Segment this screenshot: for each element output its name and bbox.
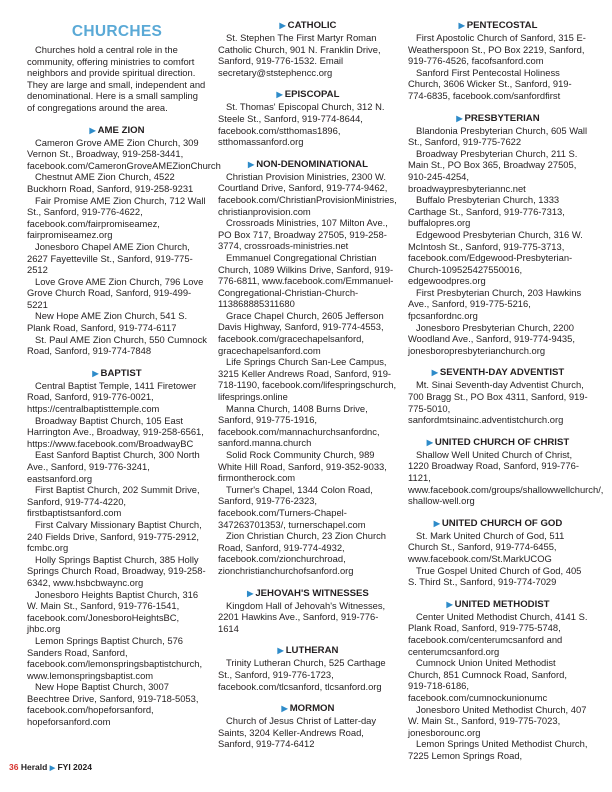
- section-heading-text: UNITED CHURCH OF GOD: [441, 517, 563, 529]
- section-heading: [408, 437, 588, 449]
- section-heading-text: UNITED CHURCH OF CHRIST: [434, 436, 570, 448]
- church-entry: First Presbyterian Church, 203 Hawkins Ave., Sanford, 919-775-5216, fpcsanfordnc.org: [408, 286, 582, 322]
- church-entry: Jonesboro Chapel AME Zion Church, 2627 Fayetteville St., Sanford, 919-775-2512: [27, 240, 193, 276]
- church-entry: Love Grove AME Zion Church, 796 Love Grove Church Road, Sanford, 919-499-5221: [27, 275, 204, 310]
- church-entry: Life Springs Church San-Lee Campus, 3215 Keller Andrews Road, Sanford, 919-718-1190, facebook.com/lifespringschurch, lifesprings.online: [218, 356, 397, 403]
- church-entry: True Gospel United Church of God, 405 S. Third St., Sanford, 919-774-7029: [408, 564, 582, 588]
- section-heading: [27, 368, 207, 380]
- church-entry: Buffalo Presbyterian Church, 1333 Carthage St., Sanford, 919-776-7313, buffalopres.org: [408, 194, 565, 229]
- church-entry: Lemon Springs United Methodist Church, 7225 Lemon Springs Road,: [408, 738, 588, 761]
- triangle-icon: ▶: [433, 518, 440, 528]
- section-heading: [408, 518, 588, 530]
- church-entry: Grace Chapel Church, 2605 Jefferson Davis Highway, Sanford, 919-774-4553, facebook.com/gracechapelsanford, gracechapelsanford.com: [218, 309, 384, 356]
- church-entry: Jonesboro Presbyterian Church, 2200 Woodland Ave., Sanford, 919-774-9435, jonesboropresbyterianchurch.org: [408, 321, 575, 356]
- church-entry: Church of Jesus Christ of Latter-day Saints, 3204 Keller-Andrews Road, Sanford, 919-774-6412: [218, 715, 377, 750]
- church-entry: Jonesboro Heights Baptist Church, 316 W. Main St., Sanford, 919-776-1541, facebook.com/JonesboroHeightsBC, jhbc.org: [27, 588, 199, 635]
- triangle-icon: ▶: [458, 21, 465, 30]
- church-entry: Crossroads Ministries, 107 Milton Ave., PO Box 717, Broadway 27505, 919-258-3774, crossroads-ministries.net: [218, 217, 388, 252]
- church-entry: Kingdom Hall of Jehovah's Witnesses, 2201 Hawkins Ave., Sanford, 919-776-1614: [218, 599, 386, 634]
- church-entry: Cumnock Union United Methodist Church, 851 Cumnock Road, Sanford, 919-718-6186, facebook.com/cumnockunionumc: [408, 657, 567, 703]
- section-heading: [218, 588, 398, 600]
- church-entry: Lemon Springs Baptist Church, 576 Sanders Road, Sanford, facebook.com/lemonspringsbaptistchurch, www.lemonspringsbaptist.com: [27, 634, 203, 681]
- page-number: 36: [9, 762, 19, 772]
- column-3-sections: [408, 20, 604, 761]
- church-entry: St. Stephen The First Martyr Roman Catholic Church, 901 N. Franklin Drive, Sanford, 919-776-1532. Email secretary@ststephencc.org: [218, 32, 381, 78]
- triangle-icon: ▶: [281, 704, 288, 714]
- church-entry: Holly Springs Baptist Church, 385 Holly Springs Church Road, Broadway, 919-258-6342, www.hsbcbwaync.org: [27, 553, 206, 588]
- section-heading: [408, 20, 588, 32]
- church-entry: New Hope Baptist Church, 3007 Beechtree Drive, Sanford, 919-718-5053, facebook.com/hopeforsanford, hopeforsanford.com: [27, 681, 199, 728]
- publication-name: Herald: [20, 762, 48, 772]
- church-entry: Christian Provision Ministries, 2300 W. Courtland Drive, Sanford, 919-774-9462, facebook.com/ChristianProvisionMinistries, christianprovision.com: [218, 170, 397, 217]
- triangle-icon: ▶: [446, 599, 453, 609]
- church-entry: Edgewood Presbyterian Church, 316 W. McIntosh St., Sanford, 919-775-3713, facebook.com/Edgewood-Presbyterian-Church-109525427550016, edgewoodpres.org: [408, 228, 583, 287]
- section-heading-text: PENTECOSTAL: [466, 20, 538, 31]
- section-heading: [218, 703, 398, 715]
- church-entry: Sanford First Pentecostal Holiness Church, 3606 Wicker St., Sanford, 919-774-6835, facebook.com/sanfordfirst: [408, 66, 572, 101]
- church-entry: Jonesboro United Methodist Church, 407 W. Main St., Sanford, 919-775-7023, jonesborounc.org: [408, 703, 587, 738]
- column-1: [27, 20, 221, 728]
- church-entry: Mt. Sinai Seventh-day Adventist Church, 700 Bragg St., PO Box 4311, Sanford, 919-775-5010, sanfordmtsinainc.adventistchurch.org: [408, 379, 588, 426]
- section-heading-text: AME ZION: [97, 124, 145, 136]
- column-3: [408, 20, 604, 761]
- column-2-sections: [218, 20, 398, 750]
- section-heading-text: PRESBYTERIAN: [464, 112, 540, 124]
- section-heading-text: SEVENTH-DAY ADVENTIST: [439, 367, 565, 379]
- triangle-icon: ▶: [431, 368, 438, 378]
- triangle-icon: ▶: [426, 437, 433, 447]
- section-heading-text: MORMON: [289, 703, 335, 715]
- church-entry: Turner's Chapel, 1344 Colon Road, Sanford, 919-776-2323, facebook.com/Turners-Chapel-347263701353/, turnerschapel.com: [218, 483, 373, 530]
- section-heading-text: LUTHERAN: [285, 645, 339, 657]
- section-heading: [218, 159, 398, 171]
- church-entry: Solid Rock Community Church, 989 White Hill Road, Sanford, 919-352-9033, firmontherock.com: [218, 449, 387, 484]
- triangle-icon: ▶: [248, 159, 255, 169]
- triangle-icon: ▶: [277, 646, 284, 656]
- section-heading-text: JEHOVAH'S WITNESSES: [255, 587, 369, 599]
- triangle-icon: ▶: [279, 21, 286, 30]
- triangle-icon: ▶: [49, 765, 56, 772]
- issue-name: FYI 2024: [57, 762, 92, 772]
- church-entry: East Sanford Baptist Church, 300 North Ave., Sanford, 919-776-3241, eastsanford.org: [27, 449, 200, 484]
- church-entry: Fair Promise AME Zion Church, 712 Wall St., Sanford, 919-776-4622, facebook.com/fairpromiseamez, fairpromiseamez.org: [27, 194, 206, 241]
- church-entry: Blandonia Presbyterian Church, 605 Wall St., Sanford, 919-775-7622: [408, 124, 588, 148]
- church-entry: Center United Methodist Church, 4141 S. Plank Road, Sanford, 919-775-5748, facebook.com/centerumcsanford and centerumcsanford.org: [408, 610, 588, 657]
- section-heading-text: UNITED METHODIST: [454, 598, 550, 610]
- section-heading-text: EPISCOPAL: [284, 89, 340, 101]
- church-entry: Broadway Baptist Church, 105 East Harrington Ave., Broadway, 919-258-6561, https://www.facebook.com/BroadwayBC: [27, 414, 204, 449]
- church-entry: First Apostolic Church of Sanford, 315 E- Weatherspoon St., PO Box 2219, Sanford, 919-776-4526, facofsanford.com: [408, 32, 586, 67]
- church-entry: Central Baptist Temple, 1411 Firetower Road, Sanford, 919-776-0021, https://centralbaptisttemple.com: [27, 379, 197, 415]
- triangle-icon: ▶: [247, 588, 254, 598]
- section-heading: [27, 125, 207, 137]
- church-entry: St. Paul AME Zion Church, 550 Cumnock Road, Sanford, 919-774-7848: [27, 333, 207, 357]
- section-heading: [408, 113, 588, 125]
- church-entry: Chestnut AME Zion Church, 4522 Buckhorn Road, Sanford, 919-258-9231: [27, 171, 194, 194]
- column-1-sections: [27, 114, 221, 728]
- church-entry: Emmanuel Congregational Christian Church, 1089 Wilkins Drive, Sanford, 919-776-6811, www.facebook.com/Emmanuel-Congregational-Christian-Church-113868885311680: [218, 251, 394, 310]
- triangle-icon: ▶: [92, 368, 99, 378]
- page-footer: [9, 762, 92, 772]
- church-entry: Cameron Grove AME Zion Church, 309 Vernon St., Broadway, 919-258-3441, facebook.com/CameronGroveAMEZionChurch: [27, 136, 221, 171]
- section-heading: [408, 599, 588, 611]
- section-heading-text: BAPTIST: [100, 367, 142, 379]
- church-entry: First Baptist Church, 202 Summit Drive, Sanford, 919-774-4220, firstbaptistsanford.com: [27, 484, 200, 519]
- triangle-icon: ▶: [276, 90, 283, 100]
- section-heading-text: NON-DENOMINATIONAL: [256, 158, 368, 170]
- church-entry: Zion Christian Church, 23 Zion Church Road, Sanford, 919-774-4932, facebook.com/zionchurchroad, zionchristianchurchofsanford.org: [218, 530, 386, 576]
- church-entry: First Calvary Missionary Baptist Church, 240 Fields Drive, Sanford, 919-775-2912, fcmbc.org: [27, 518, 202, 554]
- section-heading: [218, 645, 398, 657]
- section-heading: [218, 20, 398, 32]
- church-entry: Trinity Lutheran Church, 525 Carthage St., Sanford, 919-776-1723, facebook.com/tlcsanford, tlcsanford.org: [218, 657, 386, 692]
- church-entry: Broadway Presbyterian Church, 211 S. Main St., PO Box 365, Broadway 27505, 910-245-4254, broadwaypresbyteriannc.net: [408, 147, 578, 194]
- section-heading: [218, 89, 398, 101]
- church-entry: St. Mark United Church of God, 511 Church St., Sanford, 919-774-6455, www.facebook.com/St.MarkUCOG: [408, 529, 565, 564]
- intro-paragraph: Churches hold a central role in the community, offering ministries to comfort neighbors and provide spiritual direction. They are large and small, independent and denominational. Here is a small sampling of congregations around the area.: [27, 44, 206, 113]
- section-heading-text: CATHOLIC: [287, 20, 337, 31]
- page-title: CHURCHES: [71, 23, 163, 40]
- church-entry: Shallow Well United Church of Christ, 1220 Broadway Road, Sanford, 919-776-1121, www.facebook.com/groups/shallowwellchurch/, shallow-well.org: [408, 448, 604, 507]
- triangle-icon: ▶: [89, 125, 96, 135]
- church-entry: New Hope AME Zion Church, 541 S. Plank Road, Sanford, 919-774-6117: [27, 310, 188, 334]
- triangle-icon: ▶: [456, 113, 463, 123]
- section-heading: [408, 367, 588, 379]
- church-entry: St. Thomas' Episcopal Church, 312 N. Steele St., Sanford, 919-774-8644, facebook.com/stthomas1896, stthomassanford.org: [218, 101, 385, 148]
- column-2: [218, 20, 398, 750]
- church-entry: Manna Church, 1408 Burns Drive, Sanford, 919-775-1916, facebook.com/mannachurchsanfordnc, sanford.manna.church: [218, 402, 380, 449]
